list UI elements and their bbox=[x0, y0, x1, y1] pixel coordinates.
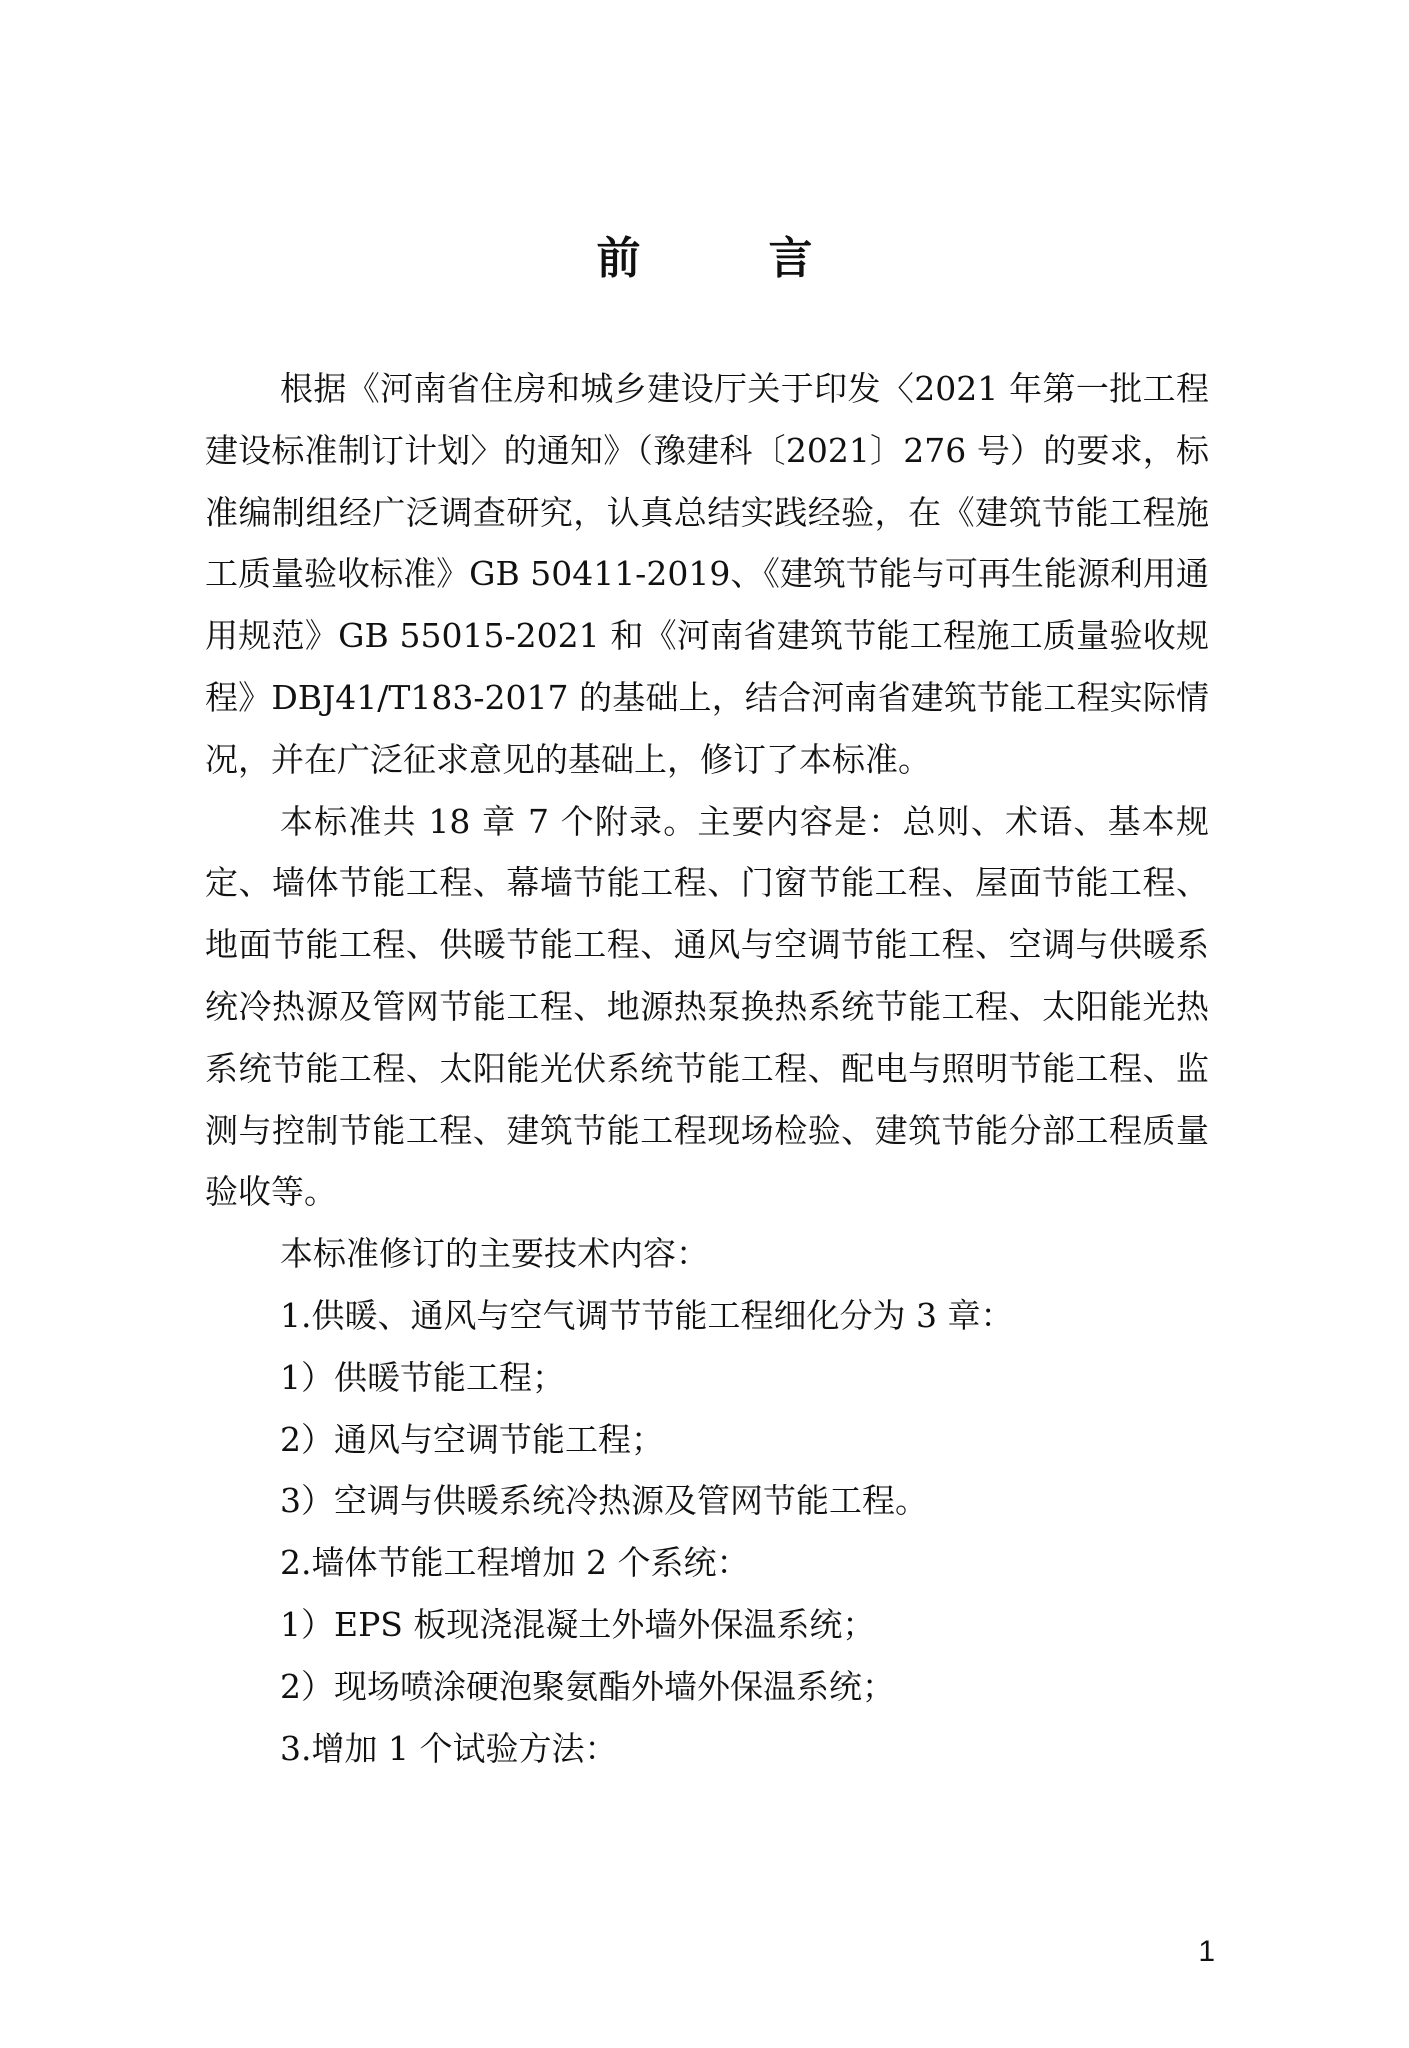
foreword-paragraph-1: 根据《河南省住房和城乡建设厅关于印发〈2021 年第一批工程建设标准制订计划〉的通知》（豫建科〔2021〕276 号）的要求，标准编制组经广泛调查研究，认真总结实践经验，在《建筑节能工程施工质量验收标准》GB 50411-2019、《建筑节能与可再生能源利用通用规范》GB 55015-2021 和《河南省建筑节能工程施工质量验收规程》DBJ41/T183-2017 的基础上，结合河南省建筑节能工程实际情况，并在广泛征求意见的基础上，修订了本标准。 bbox=[205, 369, 1209, 779]
revision-subitem-1-1: 1）供暖节能工程； bbox=[280, 1357, 565, 1397]
revision-item-3: 3.增加 1 个试验方法： bbox=[280, 1728, 618, 1768]
revision-item-1: 1.供暖、通风与空气调节节能工程细化分为 3 章： bbox=[280, 1295, 1014, 1335]
foreword-paragraph-2: 本标准共 18 章 7 个附录。主要内容是：总则、术语、基本规定、墙体节能工程、幕墙节能工程、门窗节能工程、屋面节能工程、地面节能工程、供暖节能工程、通风与空调节能工程、空调与供暖系统冷热源及管网节能工程、地源热泵换热系统节能工程、太阳能光热系统节能工程、太阳能光伏系统节能工程、配电与照明节能工程、监测与控制节能工程、建筑节能工程现场检验、建筑节能分部工程质量验收等。 bbox=[205, 801, 1209, 1212]
revision-subitem-1-3: 3）空调与供暖系统冷热源及管网节能工程。 bbox=[280, 1481, 928, 1521]
page-number: 1 bbox=[1198, 1935, 1215, 1968]
page-title: 前 言 bbox=[596, 233, 855, 285]
foreword-content bbox=[205, 358, 1209, 1779]
revision-subitem-2-2: 2）现场喷涂硬泡聚氨酯外墙外保温系统； bbox=[280, 1666, 895, 1706]
revision-subitem-2-1: 1）EPS 板现浇混凝土外墙外保温系统； bbox=[280, 1604, 876, 1644]
revision-subitem-1-2: 2）通风与空调节能工程； bbox=[280, 1419, 664, 1459]
revision-summary-heading: 本标准修订的主要技术内容： bbox=[280, 1234, 709, 1274]
revision-item-2: 2.墙体节能工程增加 2 个系统： bbox=[280, 1543, 750, 1583]
